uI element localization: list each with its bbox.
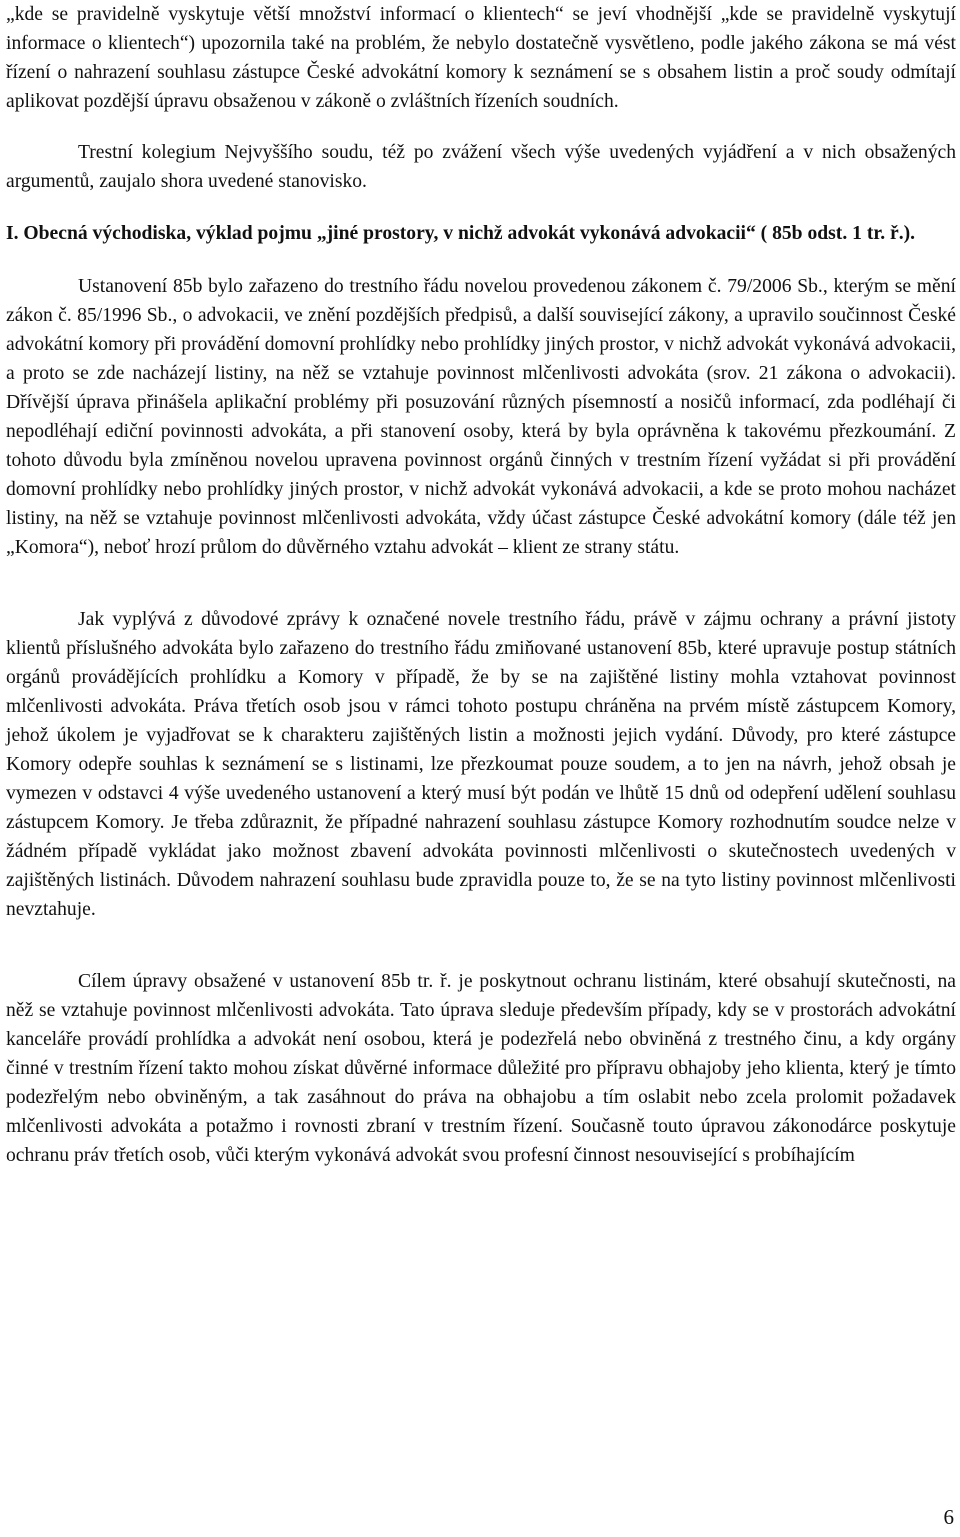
paragraph-continuation: „kde se pravidelně vyskytuje větší množství informací o klientech“ se jeví vhodnější „kde se pravidelně vyskytují informace o klientech“) upozornila také na problém, že nebylo dostatečně vysvětleno, podle jakého zákona se má vést řízení o nahrazení souhlasu zástupce České advokátní komory k seznámení se s obsahem listin a proč soudy odmítají aplikovat pozdější úpravu obsaženou v zákoně o zvláštních řízeních soudních. xyxy=(6,4,956,112)
paragraph-explanatory-report: Jak vyplývá z důvodové zprávy k označené novele trestního řádu, právě v zájmu ochrany a právní jistoty klientů příslušného advokáta bylo zařazeno do trestního řádu zmiňované ustanovení 85b, které upravuje postup státních orgánů provádějících prohlídku a Komory v případě, že by se na zajištěné listiny mohla vztahovat povinnost mlčenlivosti advokáta. Práva třetích osob jsou v rámci tohoto postupu chráněna na prvém místě zástupcem Komory, jehož úkolem je vyjadřovat se k charakteru zajištěných listin a možnosti jejich vydání. Důvody, pro které zástupce Komory odepře souhlas k seznámení se s listinami, lze přezkoumat pouze soudem, a to jen na návrh, jehož obsah je vymezen v odstavci 4 výše uvedeného ustanovení a který musí být podán ve lhůtě 15 dnů od odepření udělení souhlasu zástupcem Komory. Je třeba zdůraznit, že případné nahrazení souhlasu zástupce Komory rozhodnutím soudce nelze v žádném případě vykládat jako možnost zbavení advokáta povinnosti mlčenlivosti o skutečnostech uvedených v zajištěných listinách. Důvodem nahrazení souhlasu bude zpravidla pouze to, že se na tyto listiny povinnost mlčenlivosti nevztahuje. xyxy=(6,609,956,920)
paragraph-purpose: Cílem úpravy obsažené v ustanovení 85b tr. ř. je poskytnout ochranu listinám, které obsahují skutečnosti, na něž se vztahuje povinnost mlčenlivosti advokáta. Tato úprava sleduje především případy, kdy se v prostorách advokátní kanceláře provádí prohlídka a advokát není osobou, která je podezřelá nebo obviněná z trestného činu, a kdy orgány činné v trestním řízení takto mohou získat důvěrné informace důležité pro přípravu obhajoby jeho klienta, který je tímto podezřelým nebo obviněným, a tak zasáhnout do práva na obhajobu a tím oslabit nebo zcela prolomit požadavek mlčenlivosti advokáta a potažmo i rovnosti zbraní v trestním řízení. Současně touto úpravou zákonodárce poskytuje ochranu práv třetích osob, vůči kterým vykonává advokát svou profesní činnost nesouvisející s probíhajícím xyxy=(6,971,956,1166)
document-page xyxy=(6,0,956,1170)
paragraph-provision-85b: Ustanovení 85b bylo zařazeno do trestního řádu novelou provedenou zákonem č. 79/2006 Sb., kterým se mění zákon č. 85/1996 Sb., o advokacii, ve znění pozdějších předpisů, a další související zákony, a upravilo součinnost České advokátní komory při provádění domovní prohlídky nebo prohlídky jiných prostor, v nichž advokát vykonává advokacii, a proto se zde nacházejí listiny, na něž se vztahuje povinnost mlčenlivosti advokáta (srov. 21 zákona o advokacii). Dřívější úprava přinášela aplikační problémy při posuzování různých písemností a nosičů informací, zda podléhají či nepodléhají ediční povinnosti advokáta, a při stanovení osoby, která by byla oprávněna k takovému přezkoumání. Z tohoto důvodu byla zmíněnou novelou upravena povinnost orgánů činných v trestním řízení vyžádat si při provádění domovní prohlídky nebo prohlídky jiných prostor, v nichž advokát vykonává advokacii, a kde se proto mohou nacházet listiny, na něž se vztahuje povinnost mlčenlivosti advokáta, vždy účast zástupce České advokátní komory (dále též jen „Komora“), neboť hrozí průlom do důvěrného vztahu advokát – klient ze strany státu. xyxy=(6,276,956,558)
section-heading: I. Obecná východiska, výklad pojmu „jiné prostory, v nichž advokát vykonává advokacii“ ( 85b odst. 1 tr. ř.). xyxy=(6,223,916,244)
paragraph-criminal-college: Trestní kolegium Nejvyššího soudu, též po zvážení všech výše uvedených vyjádření a v nich obsažených argumentů, zaujalo shora uvedené stanovisko. xyxy=(6,142,956,192)
page-number: 6 xyxy=(943,1505,954,1529)
